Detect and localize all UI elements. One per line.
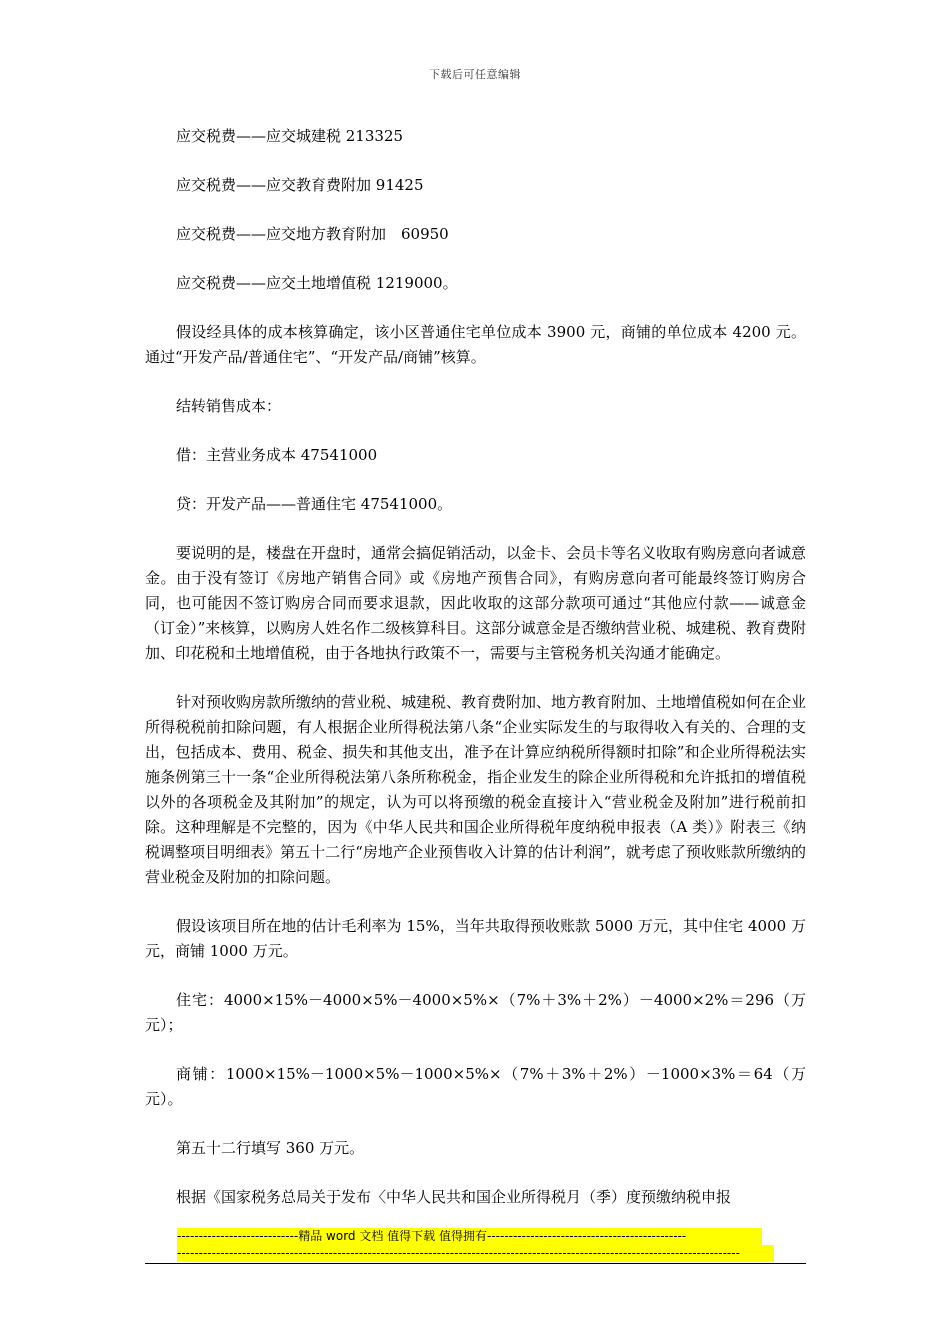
page-header: 下载后可任意编辑	[429, 68, 521, 81]
paragraph-residential-formula: 住宅：4000×15%－4000×5%－4000×5%×（7%＋3%＋2%）－4000×2%＝296（万元）；	[145, 991, 806, 1034]
paragraph-line-52: 第五十二行填写 360 万元。	[176, 1139, 365, 1157]
document-body	[145, 124, 806, 1210]
paragraph-entry-city-tax: 应交税费——应交城建税 213325	[176, 127, 404, 145]
paragraph-shop-formula: 商铺：1000×15%－1000×5%－1000×5%×（7%＋3%＋2%）－1000×3%＝64（万元）。	[145, 1065, 806, 1108]
paragraph-regulation-reference: 根据《国家税务总局关于发布〈中华人民共和国企业所得税月（季）度预缴纳税申报	[176, 1188, 732, 1206]
paragraph-profit-assumption: 假设该项目所在地的估计毛利率为 15%，当年共取得预收账款 5000 万元，其中住宅 4000 万元，商铺 1000 万元。	[145, 917, 806, 960]
paragraph-entry-education-surcharge: 应交税费——应交教育费附加 91425	[176, 176, 424, 194]
footer-banner-line-2: ----------------------------------------------------------------------------------------------------------------------------------	[177, 1245, 774, 1262]
footer-banner	[177, 1228, 774, 1262]
paragraph-cost-assumption: 假设经具体的成本核算确定，该小区普通住宅单位成本 3900 元，商铺的单位成本 4200 元。通过“开发产品/普通住宅”、“开发产品/商铺”核算。	[145, 323, 806, 366]
paragraph-tax-deduction: 针对预收购房款所缴纳的营业税、城建税、教育费附加、地方教育附加、土地增值税如何在企业所得税税前扣除问题，有人根据企业所得税法第八条“企业实际发生的与取得收入有关的、合理的支出，包括成本、费用、税金、损失和其他支出，准予在计算应纳税所得额时扣除”和企业所得税法实施条例第三十一条“企业所得税法第八条所称税金，指企业发生的除企业所得税和允许抵扣的增值税以外的各项税金及其附加”的规定，认为可以将预缴的税金直接计入“营业税金及附加”进行税前扣除。这种理解是不完整的，因为《中华人民共和国企业所得税年度纳税申报表（A 类）》附表三《纳税调整项目明细表》第五十二行“房地产企业预售收入计算的估计利润”，就考虑了预收账款所缴纳的营业税金及附加的扣除问题。	[145, 693, 807, 886]
paragraph-credit-entry: 贷：开发产品——普通住宅 47541000。	[176, 495, 453, 513]
footer-banner-line-1: ----------------------------精品 word 文档 值得下载 值得拥有----------------------------------------------	[177, 1228, 762, 1245]
paragraph-entry-local-education: 应交税费——应交地方教育附加 60950	[176, 225, 449, 243]
paragraph-carry-forward: 结转销售成本：	[176, 397, 282, 415]
paragraph-deposit-note: 要说明的是，楼盘在开盘时，通常会搞促销活动，以金卡、会员卡等名义收取有购房意向者诚意金。由于没有签订《房地产销售合同》或《房地产预售合同》，有购房意向者可能最终签订购房合同，也可能因不签订购房合同而要求退款，因此收取的这部分款项可通过“其他应付款——诚意金（订金）”来核算，以购房人姓名作二级核算科目。这部分诚意金是否缴纳营业税、城建税、教育费附加、印花税和土地增值税，由于各地执行政策不一，需要与主管税务机关沟通才能确定。	[145, 544, 807, 662]
paragraph-debit-entry: 借：主营业务成本 47541000	[176, 446, 378, 464]
paragraph-entry-land-vat: 应交税费——应交土地增值税 1219000。	[176, 274, 458, 292]
footer-divider	[145, 1263, 806, 1264]
